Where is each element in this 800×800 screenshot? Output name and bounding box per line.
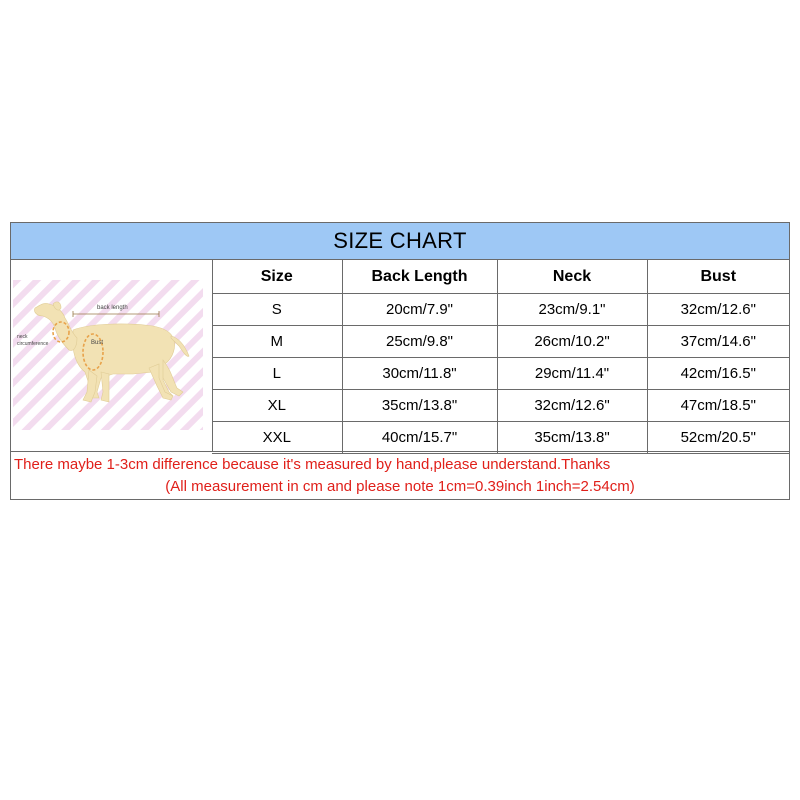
cell-bust: 47cm/18.5" [647,390,789,422]
header-neck: Neck [497,260,647,294]
size-chart [10,222,790,500]
cell-back-length: 20cm/7.9" [342,294,497,326]
measurement-notes [11,451,789,500]
header-bust: Bust [647,260,789,294]
cell-size: L [212,358,342,390]
cell-neck: 32cm/12.6" [497,390,647,422]
cell-size: XXL [212,422,342,454]
cell-neck: 26cm/10.2" [497,326,647,358]
cell-neck: 35cm/13.8" [497,422,647,454]
table-header-row [212,260,789,294]
dog-illustration [13,280,203,430]
cell-bust: 37cm/14.6" [647,326,789,358]
table-row [212,390,789,422]
conversion-note: (All measurement in cm and please note 1cm=0.39inch 1inch=2.54cm) [165,478,635,495]
cell-neck: 23cm/9.1" [497,294,647,326]
cell-bust: 42cm/16.5" [647,358,789,390]
back-length-label: back length [97,305,128,311]
header-size: Size [212,260,342,294]
cell-back-length: 40cm/15.7" [342,422,497,454]
table-row [212,422,789,454]
neck-label-line2: circumference [17,341,49,347]
cell-neck: 29cm/11.4" [497,358,647,390]
bust-label: Bust [91,340,104,346]
neck-label-line1: neck [17,334,28,340]
table-row [212,326,789,358]
cell-size: S [212,294,342,326]
cell-back-length: 35cm/13.8" [342,390,497,422]
difference-note: There maybe 1-3cm difference because it's measured by hand,please understand.Thanks [14,456,611,473]
cell-bust: 52cm/20.5" [647,422,789,454]
cell-bust: 32cm/12.6" [647,294,789,326]
cell-back-length: 25cm/9.8" [342,326,497,358]
cell-back-length: 30cm/11.8" [342,358,497,390]
chart-title: SIZE CHART [11,223,789,260]
table-row [212,358,789,390]
size-table [212,260,789,454]
dog-measurement-diagram [11,260,213,451]
table-row [212,294,789,326]
header-back-length: Back Length [342,260,497,294]
cell-size: M [212,326,342,358]
cell-size: XL [212,390,342,422]
